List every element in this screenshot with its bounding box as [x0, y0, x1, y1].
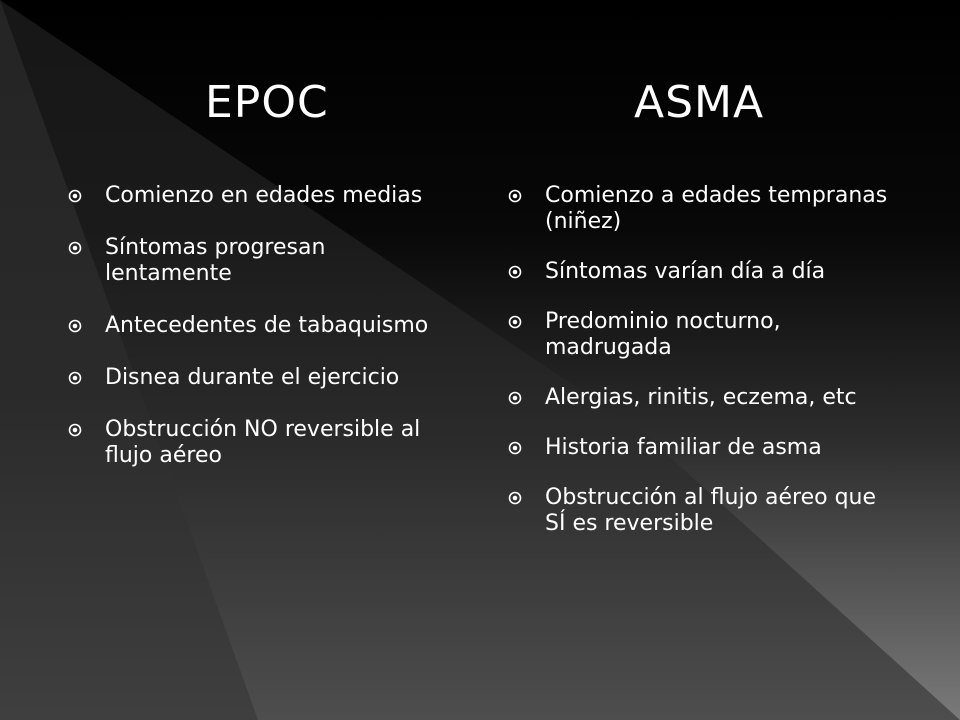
asma-bullet-text: Comienzo a edades tempranas (niñez): [545, 183, 888, 234]
epoc-bullet-text: Síntomas progresan lentamente: [105, 235, 326, 286]
epoc-bullet-text: Antecedentes de tabaquismo: [105, 313, 429, 338]
asma-bullet-text: Predominio nocturno, madrugada: [545, 309, 781, 360]
asma-bullet-item: [506, 183, 896, 235]
asma-bullet-item: [506, 485, 896, 537]
epoc-bullet-item: [66, 235, 436, 287]
asma-bullet-text: Obstrucción al flujo aéreo que SÍ es reversible: [545, 485, 877, 536]
epoc-bullet-text: Comienzo en edades medias: [105, 183, 423, 208]
circled-dot-bullet-icon: [508, 391, 522, 405]
epoc-bullet-text: Disnea durante el ejercicio: [105, 365, 400, 390]
asma-bullet-item: [506, 309, 896, 361]
asma-bullet-item: [506, 435, 896, 461]
asma-bullet-item: [506, 259, 896, 285]
asma-bullet-text: Historia familiar de asma: [545, 435, 822, 460]
asma-column-title: ASMA: [634, 77, 765, 128]
circled-dot-bullet-icon: [68, 189, 82, 203]
epoc-bullet-item: [66, 417, 436, 469]
circled-dot-bullet-icon: [68, 241, 82, 255]
circled-dot-bullet-icon: [508, 315, 522, 329]
epoc-bullet-item: [66, 183, 436, 209]
circled-dot-bullet-icon: [68, 371, 82, 385]
asma-bullet-text: Alergias, rinitis, eczema, etc: [545, 385, 857, 410]
epoc-bullet-text: Obstrucción NO reversible al flujo aéreo: [105, 417, 421, 468]
epoc-bullet-item: [66, 313, 436, 339]
epoc-column-title: EPOC: [205, 77, 329, 128]
asma-bullet-text: Síntomas varían día a día: [545, 259, 826, 284]
asma-bullet-list: [506, 183, 896, 561]
circled-dot-bullet-icon: [508, 189, 522, 203]
circled-dot-bullet-icon: [508, 441, 522, 455]
circled-dot-bullet-icon: [68, 319, 82, 333]
epoc-bullet-list: [66, 183, 436, 495]
circled-dot-bullet-icon: [508, 265, 522, 279]
epoc-bullet-item: [66, 365, 436, 391]
circled-dot-bullet-icon: [508, 491, 522, 505]
asma-bullet-item: [506, 385, 896, 411]
circled-dot-bullet-icon: [68, 423, 82, 437]
